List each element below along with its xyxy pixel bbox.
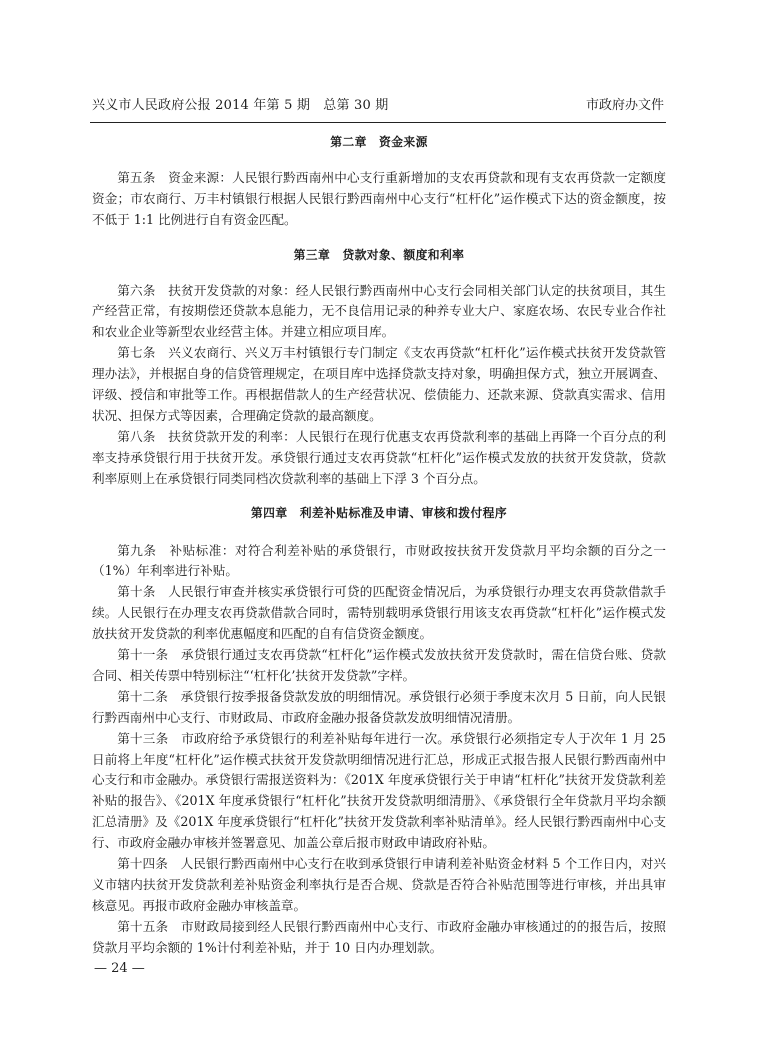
header-publication-title: 兴义市人民政府公报 2014 年第 5 期 总第 30 期 bbox=[92, 98, 389, 113]
article-paragraph: 第六条 扶贫开发贷款的对象：经人民银行黔西南州中心支行会同相关部门认定的扶贫项目，其生产经营正常，有按期偿还贷款本息能力，无不良信用记录的种养专业大户、家庭农场、农民专业合作社和农业企业等新型农业经营主体。并建立相应项目库。 bbox=[92, 282, 666, 340]
article-paragraph: 第十五条 市财政局接到经人民银行黔西南州中心支行、市政府金融办审核通过的的报告后，按照贷款月平均余额的 1%计付利差补贴，并于 10 日内办理划款。 bbox=[92, 918, 666, 955]
chapter-heading: 第三章 贷款对象、额度和利率 bbox=[293, 247, 465, 262]
article-paragraph: 第八条 扶贫贷款开发的利率：人民银行在现行优惠支农再贷款利率的基础上再降一个百分点的利率支持承贷银行用于扶贫开发。承贷银行通过支农再贷款“杠杆化”运作模式发放的扶贫开发贷款，贷款利率原则上在承贷银行同类同档次贷款利率的基础上下浮 3 个百分点。 bbox=[92, 428, 666, 486]
article-paragraph: 第十四条 人民银行黔西南州中心支行在收到承贷银行申请利差补贴资金材料 5 个工作日内，对兴义市辖内扶贫开发贷款利差补贴资金利率执行是否合规、贷款是否符合补贴范围等进行审核，并出具审核意见。再报市政府金融办审核盖章。 bbox=[92, 856, 666, 913]
header-section-name: 市政府办文件 bbox=[585, 98, 664, 113]
document-body bbox=[92, 132, 666, 959]
article-paragraph: 第七条 兴义农商行、兴义万丰村镇银行专门制定《支农再贷款“杠杆化”运作模式扶贫开发贷款管理办法》，并根据自身的信贷管理规定，在项目库中选择贷款支持对象，明确担保方式，独立开展调查、评级、授信和审批等工作。再根据借款人的生产经营状况、偿债能力、还款来源、贷款真实需求、信用状况、担保方式等因素，合理确定贷款的最高额度。 bbox=[92, 345, 666, 423]
article-paragraph: 第十一条 承贷银行通过支农再贷款“杠杆化”运作模式发放扶贫开发贷款时，需在信贷台账、贷款合同、相关传票中特别标注“‘杠杆化’扶贫开发贷款”字样。 bbox=[92, 647, 666, 683]
page-number: — 24 — bbox=[94, 961, 145, 976]
article-paragraph: 第十三条 市政府给予承贷银行的利差补贴每年进行一次。承贷银行必须指定专人于次年 1 月 25 日前将上年度“杠杆化”运作模式扶贫开发贷款明细情况进行汇总，形成正式报告报人民银行黔西南州中心支行和市金融办。承贷银行需报送资料为：《201X 年度承贷银行关于申请“杠杆化”扶贫开发贷款利差补贴的报告》、《201X 年度承贷银行“杠杆化”扶贫开发贷款明细清册》、《承贷银行全年贷款月平均余额汇总清册》及《201X 年度承贷银行“杠杆化”扶贫开发贷款利率补贴清单》。经人民银行黔西南州中心支行、市政府金融办审核并签署意见、加盖公章后报市财政申请政府补贴。 bbox=[92, 730, 666, 851]
article-paragraph: 第五条 资金来源：人民银行黔西南州中心支行重新增加的支农再贷款和现有支农再贷款一定额度资金；市农商行、万丰村镇银行根据人民银行黔西南州中心支行“杠杆化”运作模式下达的资金额度，按不低于 1:1 比例进行自有资金匹配。 bbox=[92, 169, 666, 227]
chapter-heading: 第四章 利差补贴标准及申请、审核和拨付程序 bbox=[250, 505, 508, 520]
running-header bbox=[90, 96, 666, 123]
article-paragraph: 第十条 人民银行审查并核实承贷银行可贷的匹配资金情况后，为承贷银行办理支农再贷款借款手续。人民银行在办理支农再贷款借款合同时，需特别载明承贷银行用该支农再贷款“杠杆化”运作模式发放扶贫开发贷款的利率优惠幅度和匹配的自有信贷资金额度。 bbox=[92, 584, 666, 642]
article-paragraph: 第十二条 承贷银行按季报备贷款发放的明细情况。承贷银行必须于季度末次月 5 日前，向人民银行黔西南州中心支行、市财政局、市政府金融办报备贷款发放明细情况清册。 bbox=[92, 688, 666, 725]
article-paragraph: 第九条 补贴标准：对符合利差补贴的承贷银行，市财政按扶贫开发贷款月平均余额的百分之一（1%）年利率进行补贴。 bbox=[92, 542, 666, 579]
chapter-heading: 第二章 资金来源 bbox=[330, 135, 428, 149]
